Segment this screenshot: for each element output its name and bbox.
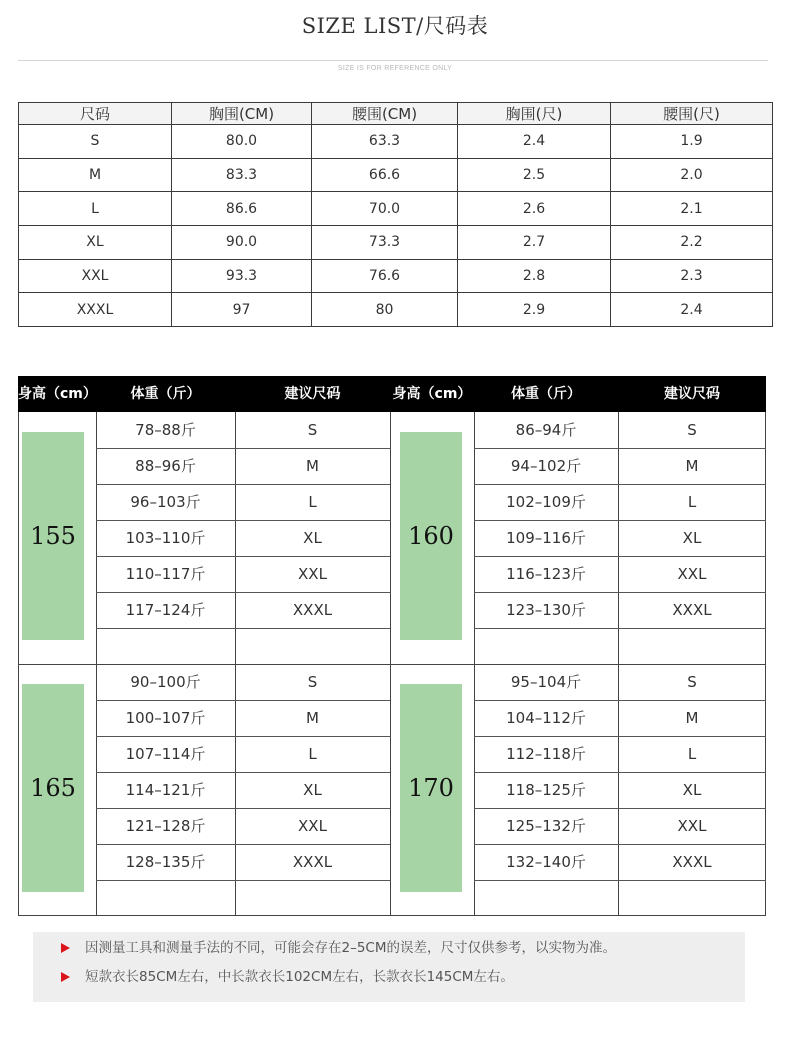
size-table-header-row [19, 103, 773, 125]
fit-guide-table [18, 376, 766, 916]
recommended-size: M [685, 457, 699, 475]
column-header: 腰围(尺) [611, 103, 773, 125]
size-table-cell: 2.6 [458, 192, 611, 226]
size-table-cell: 80 [312, 293, 458, 327]
height-badge [400, 684, 462, 892]
column-header: 腰围(CM) [312, 103, 458, 125]
height-value: 155 [30, 522, 76, 550]
weight-range: 88–96斤 [135, 457, 196, 475]
fit-block-165 [18, 664, 392, 916]
recommended-size: XL [682, 529, 702, 547]
weight-range: 102–109斤 [506, 493, 586, 511]
weight-range: 125–132斤 [506, 817, 586, 835]
red-arrow-icon [61, 972, 70, 982]
weight-range: 103–110斤 [125, 529, 206, 547]
size-table-cell: XL [19, 225, 172, 259]
weight-range: 118–125斤 [506, 781, 586, 799]
recommended-size: M [685, 709, 699, 727]
notes-box [33, 932, 745, 1002]
fit-block-170 [390, 664, 764, 916]
weight-range: 104–112斤 [506, 709, 586, 727]
header-weight-left: 体重（斤） [130, 386, 201, 402]
column-header: 胸围(尺) [458, 103, 611, 125]
height-value: 170 [408, 774, 454, 802]
weight-range: 100–107斤 [125, 709, 206, 727]
weight-range: 110–117斤 [125, 565, 206, 583]
weight-range: 123–130斤 [506, 601, 586, 619]
column-header: 尺码 [19, 103, 172, 125]
size-table-row [19, 192, 773, 226]
size-table-cell: 2.3 [611, 259, 773, 293]
size-table-cell: 93.3 [172, 259, 312, 293]
size-table-cell: 86.6 [172, 192, 312, 226]
recommended-size: XL [303, 781, 322, 799]
size-table-cell: 73.3 [312, 225, 458, 259]
height-badge [400, 432, 462, 640]
recommended-size: XXL [677, 817, 707, 835]
weight-range: 114–121斤 [125, 781, 206, 799]
size-table-cell: 2.0 [611, 158, 773, 192]
weight-range: 94–102斤 [510, 457, 582, 475]
weight-range: 132–140斤 [506, 853, 586, 871]
weight-range: 90–100斤 [130, 673, 201, 691]
header-height-left: 身高（cm） [18, 386, 97, 402]
fit-header-bar [18, 376, 766, 412]
recommended-size: S [687, 421, 697, 439]
recommended-size: XXL [298, 565, 327, 583]
recommended-size: M [306, 457, 319, 475]
recommended-size: XXXL [292, 853, 333, 871]
recommended-size: XXXL [672, 601, 712, 619]
recommended-size: XL [682, 781, 702, 799]
note-text: 短款衣长85CM左右，中长款衣长102CM左右，长款衣长145CM左右。 [85, 969, 514, 985]
size-table-row [19, 158, 773, 192]
recommended-size: S [307, 673, 318, 691]
recommended-size: L [308, 493, 317, 511]
size-table-cell: 2.1 [611, 192, 773, 226]
size-table-cell: 63.3 [312, 125, 458, 159]
size-table-row [19, 125, 773, 159]
recommended-size: XXXL [672, 853, 712, 871]
recommended-size: XL [303, 529, 322, 547]
subtitle-text: SIZE IS FOR REFERENCE ONLY [332, 65, 458, 72]
size-table-cell: 66.6 [312, 158, 458, 192]
weight-range: 128–135斤 [125, 853, 206, 871]
header-height-right: 身高（cm） [392, 386, 472, 402]
recommended-size: S [687, 673, 697, 691]
recommended-size: XXXL [292, 601, 333, 619]
red-arrow-icon [61, 943, 70, 953]
size-table-cell: 80.0 [172, 125, 312, 159]
size-table-cell: 2.4 [458, 125, 611, 159]
header-size-right: 建议尺码 [664, 386, 720, 402]
size-table-body [19, 125, 773, 327]
weight-range: 121–128斤 [125, 817, 206, 835]
recommended-size: L [687, 745, 697, 763]
size-table-cell: XXXL [19, 293, 172, 327]
size-table-cell: 83.3 [172, 158, 312, 192]
weight-range: 116–123斤 [506, 565, 586, 583]
size-chart-table [18, 102, 773, 327]
weight-range: 95–104斤 [510, 673, 582, 691]
weight-range: 112–118斤 [506, 745, 586, 763]
recommended-size: XXL [298, 817, 327, 835]
note-text: 因测量工具和测量手法的不同，可能会存在2–5CM的误差，尺寸仅供参考，以实物为准。 [85, 940, 617, 956]
size-table-cell: 2.7 [458, 225, 611, 259]
weight-range: 107–114斤 [125, 745, 206, 763]
header-size-left: 建议尺码 [284, 386, 341, 402]
size-table-cell: 2.2 [611, 225, 773, 259]
header-weight-right: 体重（斤） [511, 386, 581, 402]
size-table-cell: 70.0 [312, 192, 458, 226]
page-title: SIZE LIST/尺码表 [301, 14, 489, 38]
size-table-row [19, 259, 773, 293]
recommended-size: XXL [677, 565, 707, 583]
column-header: 胸围(CM) [172, 103, 312, 125]
fit-block-160 [390, 412, 764, 664]
recommended-size: S [307, 421, 318, 439]
size-table-cell: XXL [19, 259, 172, 293]
size-table-cell: 76.6 [312, 259, 458, 293]
fit-block-155 [18, 412, 392, 664]
weight-range: 86–94斤 [515, 421, 577, 439]
size-table-row [19, 293, 773, 327]
size-table-cell: 2.5 [458, 158, 611, 192]
recommended-size: M [306, 709, 319, 727]
recommended-size: L [687, 493, 697, 511]
weight-range: 96–103斤 [130, 493, 201, 511]
size-table-cell: 2.4 [611, 293, 773, 327]
height-badge [22, 432, 84, 640]
weight-range: 78–88斤 [135, 421, 196, 439]
height-value: 165 [30, 774, 76, 802]
page-subtitle [0, 55, 790, 74]
size-table-cell: 2.9 [458, 293, 611, 327]
size-table-row [19, 225, 773, 259]
size-table-cell: L [19, 192, 172, 226]
size-table-cell: 97 [172, 293, 312, 327]
size-table-cell: 90.0 [172, 225, 312, 259]
weight-range: 117–124斤 [125, 601, 206, 619]
height-value: 160 [408, 522, 454, 550]
size-table-cell: M [19, 158, 172, 192]
recommended-size: L [308, 745, 317, 763]
weight-range: 109–116斤 [506, 529, 586, 547]
size-table-cell: S [19, 125, 172, 159]
size-table-cell: 1.9 [611, 125, 773, 159]
size-table-cell: 2.8 [458, 259, 611, 293]
height-badge [22, 684, 84, 892]
